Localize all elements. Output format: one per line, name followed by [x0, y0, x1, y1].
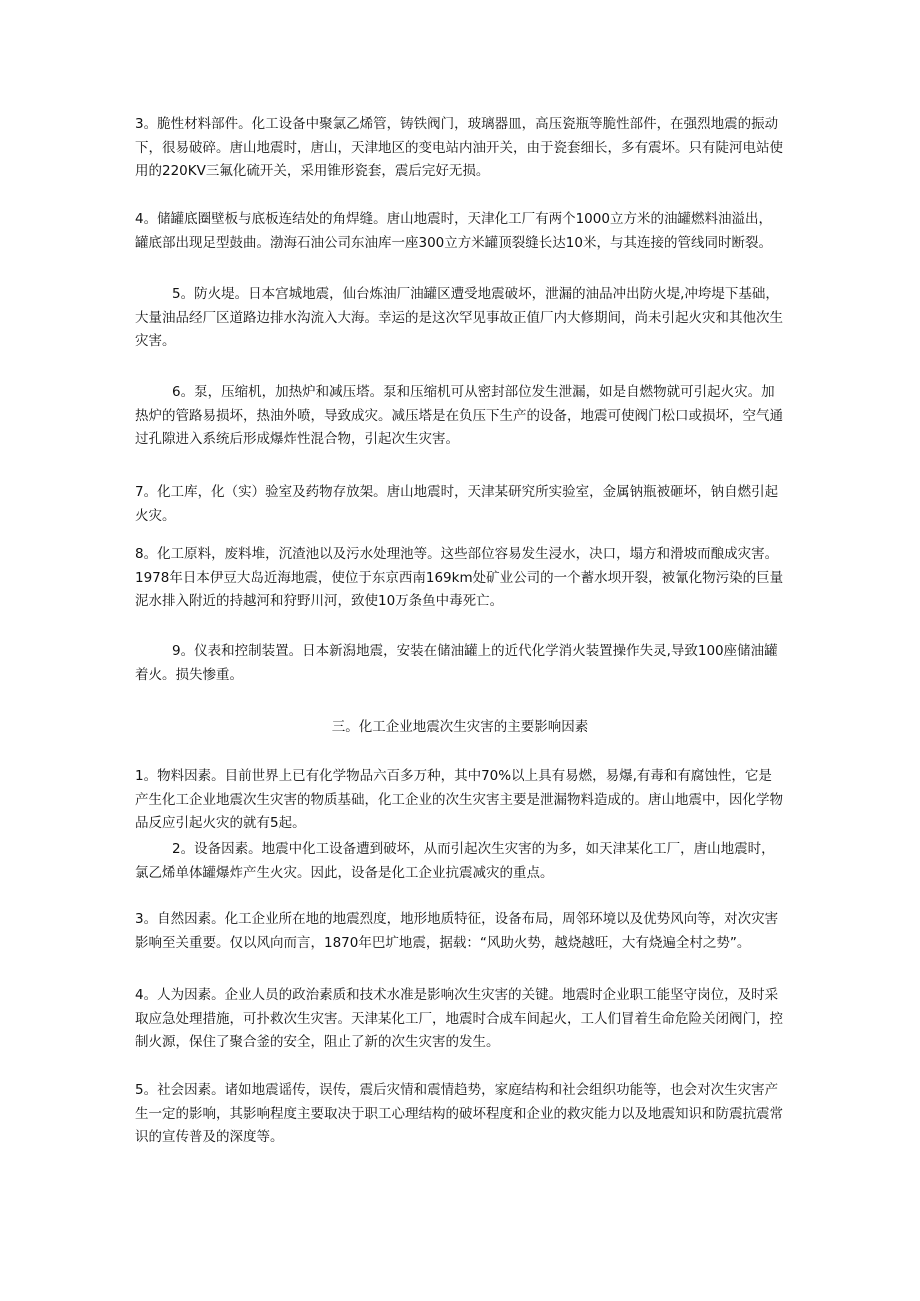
paragraph-brittle-parts: 3。脆性材料部件。化工设备中聚氯乙烯管，铸铁阀门，玻璃器皿，高压瓷瓶等脆性部件，在强烈地震的振动下，很易破碎。唐山地震时，唐山，天津地区的变电站内油开关，由于瓷套细长，多有震坏。只有陡河电站使用的220KV三氟化硫开关，采用锥形瓷套，震后完好无损。 [135, 116, 783, 179]
paragraph-social-factor: 5。社会因素。诸如地震谣传，误传，震后灾情和震情趋势，家庭结构和社会组织功能等，也会对次生灾害产生一定的影响，其影响程度主要取决于职工心理结构的破坏程度和企业的救灾能力以及地震知识和防震抗震常识的宣传普及的深度等。 [135, 1082, 783, 1145]
paragraph-human-factor: 4。人为因素。企业人员的政治素质和技术水准是影响次生灾害的关键。地震时企业职工能坚守岗位，及时采取应急处理措施，可扑救次生灾害。天津某化工厂，地震时合成车间起火，工人们冒着生命危险关闭阀门，控制火源，保住了聚合釜的安全，阻止了新的次生灾害的发生。 [135, 987, 783, 1050]
paragraph-fire-dike: 5。防火堤。日本宫城地震，仙台炼油厂油罐区遭受地震破坏，泄漏的油品冲出防火堤,冲垮堤下基础，大量油品经厂区道路边排水沟流入大海。幸运的是这次罕见事故正值厂内大修期间，尚未引起火灾和其他次生灾害。 [135, 286, 783, 349]
paragraph-chemical-storage: 7。化工库，化（实）验室及药物存放架。唐山地震时，天津某研究所实验室，金属钠瓶被砸坏，钠自燃引起火灾。 [135, 484, 779, 524]
paragraph-tank-welds: 4。储罐底圈壁板与底板连结处的角焊缝。唐山地震时，天津化工厂有两个1000立方米的油罐燃料油溢出，罐底部出现足型鼓曲。渤海石油公司东油库一座300立方米罐顶裂缝长达10米，与其连接的管线同时断裂。 [135, 211, 772, 251]
paragraph-natural-factor: 3。自然因素。化工企业所在地的地震烈度，地形地质特征，设备布局，周邻环境以及优势风向等，对次灾害影响至关重要。仅以风向而言，1870年巴圹地震，据载：“风助火势，越烧越旺，大有烧遍全村之势”。 [135, 911, 779, 951]
paragraph-pumps-compressors: 6。泵，压缩机，加热炉和减压塔。泵和压缩机可从密封部位发生泄漏，如是自燃物就可引起火灾。加热炉的管路易损坏，热油外喷，导致成灾。减压塔是在负压下生产的设备，地震可使阀门松口或损坏，空气通过孔隙进入系统后形成爆炸性混合物，引起次生灾害。 [135, 384, 783, 447]
paragraph-material-factor: 1。物料因素。目前世界上已有化学物品六百多万种，其中70%以上具有易燃，易爆,有毒和有腐蚀性，它是产生化工企业地震次生灾害的物质基础，化工企业的次生灾害主要是泄漏物料造成的。唐山地震中，因化学物品反应引起火灾的就有5起。 [135, 768, 783, 831]
paragraph-instruments: 9。仪表和控制装置。日本新潟地震，安装在储油罐上的近代化学消火装置操作失灵,导致100座储油罐着火。损失惨重。 [135, 643, 778, 683]
paragraph-equipment-factor: 2。设备因素。地震中化工设备遭到破坏，从而引起次生灾害的为多，如天津某化工厂，唐山地震时，氯乙烯单体罐爆炸产生火灾。因此，设备是化工企业抗震减灾的重点。 [135, 841, 775, 881]
section-heading: 三。化工企业地震次生灾害的主要影响因素 [331, 719, 589, 735]
paragraph-raw-materials: 8。化工原料，废料堆，沉渣池以及污水处理池等。这些部位容易发生浸水，决口，塌方和滑坡而酿成灾害。1978年日本伊豆大岛近海地震，使位于东京西南169km处矿业公司的一个蓄水坝开裂，被氰化物污染的巨量泥水排入附近的持越河和狩野川河，致使10万条鱼中毒死亡。 [135, 546, 784, 609]
